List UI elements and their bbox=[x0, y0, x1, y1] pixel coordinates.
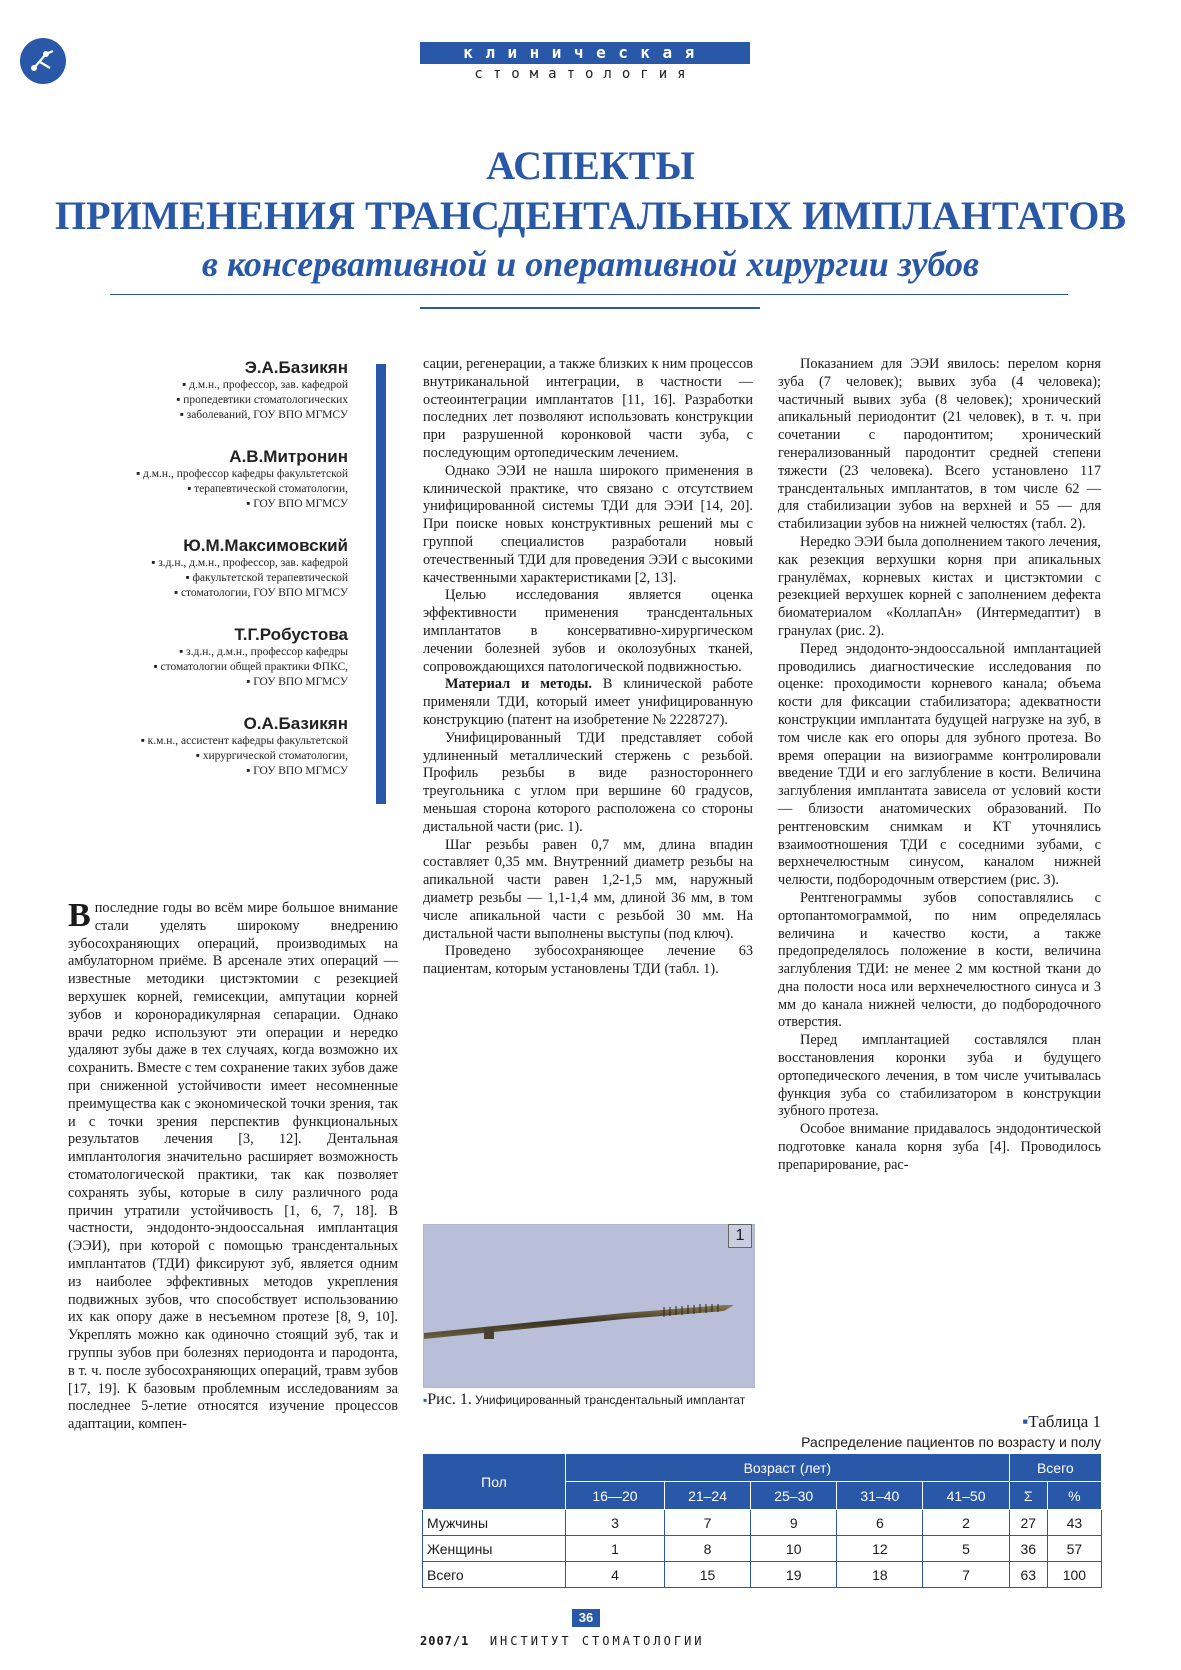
total-col: Σ bbox=[1009, 1482, 1047, 1510]
author-block bbox=[154, 625, 348, 690]
body-paragraph: Унифицированный ТДИ представляет собой удлиненный металлический стержень с резьбой. Профиль резьбы в виде разностороннего треугольника с углом при вершине 60 градусов, меньшая сторона которого расположена со стороны дистальной части (рис. 1). bbox=[423, 729, 753, 835]
header-total: Всего bbox=[1009, 1454, 1101, 1482]
author-name: А.В.Митронин bbox=[229, 447, 348, 466]
article-title-line3: в консервативной и оперативной хирургии зубов bbox=[201, 244, 980, 284]
intro-paragraph: Впоследние годы во всём мире большое внимание стали уделять широкому внедрению зубосохраняющих операций, производимых на амбулаторном приёме. В арсенале этих операций — известные методики цистэктомии с резекцией верхушек корней, гемисекции, ампутации корней зубов и коронорадикулярная сепарации. Однако врачи редко используют эти операции и нередко удаляют зубы даже в тех случаях, когда возможно их сохранить. Вместе с тем сохранение таких зубов даже при сниженной устойчивости имеет несомненные преимущества как с экономической точки зрения, так и с точки зрения перспектив функциональных результатов лечения [3, 12]. Дентальная имплантология значительно расширяет возможность стоматологической практики, так как позволяет сохранять зубы, которые в силу различного рода причин утратили устойчивость [1, 6, 7, 18]. В частности, эндодонто-эндооссальная имплантация (ЭЭИ), при которой с помощью трансдентальных имплантатов (ТДИ) фиксируют зуб, является одним из наиболее эффективных методов укрепления подвижных зубов, что способствует использованию их как опору даже в несъемном протезе [8, 9, 10]. Укреплять можно как одиночно стоящий зуб, так и группы зубов при болезнях периодонта и пародонта, в т. ч. после зубосохраняющих операций, травм зубов [17, 19]. К базовым проблемным исследованиям за последнее 5-летие относятся изучение процессов адаптации, компен- bbox=[68, 897, 398, 1433]
author-affiliation: ▪ д.м.н., профессор кафедры факультетской bbox=[136, 467, 348, 482]
column-right bbox=[778, 356, 1101, 1175]
body-paragraph: Проведено зубосохраняющее лечение 63 пациентам, которым установлены ТДИ (табл. 1). bbox=[423, 943, 753, 978]
author-affiliation: ▪ хирургической стоматологии, bbox=[141, 749, 348, 764]
header-sex: Пол bbox=[423, 1454, 566, 1510]
page-number: 36 bbox=[572, 1609, 600, 1627]
author-name: Ю.М.Максимовский bbox=[183, 536, 348, 555]
body-paragraph: Перед имплантацией составлялся план восстановления коронки зуба и будущего ортопедического лечения, в том числе учитывалась функция зуба со стабилизатором в конструкции зубного протеза. bbox=[778, 1032, 1101, 1120]
section-header-sub: стоматология bbox=[474, 66, 696, 82]
age-col: 16—20 bbox=[566, 1482, 665, 1510]
title-rule bbox=[420, 307, 760, 309]
body-paragraph: Показанием для ЭЭИ явилось: перелом корня зуба (7 человек); вывих зуба (4 человека); частичный вывих зуба (8 человек); хронический апикальный периодонтит (21 человек), в т. ч. при сочетании с пародонтитом; хронический генерализованный пародонтит средней степени тяжести (23 человека). Всего установлено 117 трансдентальных имплантатов, в том числе 62 — для стабилизации зубов на верхней и 55 — для стабилизации зубов на нижней челюстях (табл. 2). bbox=[778, 356, 1101, 533]
title-underline bbox=[110, 294, 1068, 295]
footer-line: 2007/1 ИНСТИТУТ СТОМАТОЛОГИИ bbox=[420, 1634, 705, 1648]
header-age: Возраст (лет) bbox=[566, 1454, 1010, 1482]
author-block bbox=[176, 358, 348, 423]
body-paragraph: Особое внимание придавалось эндодонтической подготовке канала корня зуба [4]. Проводилось препарирование, рас- bbox=[778, 1121, 1101, 1173]
author-name: Э.А.Базикян bbox=[244, 358, 348, 377]
author-name: О.А.Базикян bbox=[243, 714, 348, 733]
body-paragraph: Перед эндодонто-эндооссальной имплантацией проводились диагностические исследования по оценке: проходимости корневого канала; объема кости для фиксации стабилизатора; адекватности конструкции имплантата будущей нагрузке на зуб, в том числе как его опоры для зубного протеза. Во время операции на визиограмме контролировали введение ТДИ и его заглубление в кости. Величина заглубления имплантата зависела от условий кости — близости анатомических образований. По рентгеновским снимкам и КТ уточнялись взаимоотношения ТДИ с соседними зубами, с верхнечелюстным синусом, каналом нижней челюсти, подбородочным отверстием (рис. 3). bbox=[778, 640, 1101, 889]
body-paragraph: Рентгенограммы зубов сопоставлялись с ортопантомограммой, по ним определялась величина и качество кости, а также предопределялось положение в кости, величина заглубления ТДИ: не менее 2 мм костной ткани до дна полости носа или верхнечелюстного синуса и 3 мм до канала нижней челюсти, до подбородочного отверстия. bbox=[778, 889, 1101, 1031]
column-left bbox=[68, 897, 398, 1434]
author-block bbox=[136, 447, 348, 512]
implant-photo bbox=[423, 1224, 755, 1388]
body-paragraph: Нередко ЭЭИ была дополнением такого лечения, как резекция верхушки корня при апикальных гранулёмах, корневых кистах и цистэктомии с резекцией верхушек корней с заполнением дефекта биоматериалом «КоллапАн» (Интермедаптит) в гранулах (рис. 2). bbox=[778, 533, 1101, 639]
figure-number: 1 bbox=[728, 1224, 752, 1248]
article-title-line1: АСПЕКТЫ bbox=[486, 143, 695, 188]
author-affiliation: ▪ з.д.н., д.м.н., профессор кафедры bbox=[154, 645, 348, 660]
implant-illustration bbox=[424, 1225, 754, 1387]
author-affiliation: ▪ ГОУ ВПО МГМСУ bbox=[141, 764, 348, 779]
total-col: % bbox=[1047, 1482, 1101, 1510]
author-affiliation: ▪ заболеваний, ГОУ ВПО МГМСУ bbox=[176, 408, 348, 423]
author-affiliation: ▪ пропедевтики стоматологических bbox=[176, 393, 348, 408]
table-row: Женщины 1 8 10 12 5 36 57 bbox=[423, 1536, 1102, 1562]
author-affiliation: ▪ з.д.н., д.м.н., профессор, зав. кафедрой bbox=[151, 556, 348, 571]
body-paragraph: Целью исследования является оценка эффективности применения трансдентальных имплантатов в консервативно-хирургическом лечении болезней зубов и околозубных тканей, сопровождающихся патологической подвижностью. bbox=[423, 587, 753, 675]
body-paragraph: Однако ЭЭИ не нашла широкого применения в клинической практике, что связано с отсутствием унифицированной системы ТДИ для ЭЭИ [14, 20]. При поиске новых конструктивных решений мы с группой специалистов разработали новый отечественный ТДИ для проведения ЭЭИ с высокими качественными характеристиками [2, 13]. bbox=[423, 462, 753, 586]
author-affiliation: ▪ д.м.н., профессор, зав. кафедрой bbox=[176, 378, 348, 393]
age-col: 31–40 bbox=[837, 1482, 923, 1510]
author-affiliation: ▪ к.м.н., ассистент кафедры факультетской bbox=[141, 734, 348, 749]
journal-logo-icon bbox=[20, 38, 66, 84]
authors-accent-bar bbox=[376, 364, 386, 804]
author-affiliation: ▪ терапевтической стоматологии, bbox=[136, 482, 348, 497]
table-row: Всего 4 15 19 18 7 63 100 bbox=[423, 1562, 1102, 1588]
table-subtitle: Распределение пациентов по возрасту и полу bbox=[801, 1434, 1101, 1450]
author-affiliation: ▪ стоматологии общей практики ФПКС, bbox=[154, 660, 348, 675]
figure-caption: ▪Рис. 1. Унифицированный трансдентальный имплантат bbox=[423, 1391, 746, 1408]
section-header-top: клиническая bbox=[463, 43, 707, 62]
author-affiliation: ▪ стоматологии, ГОУ ВПО МГМСУ bbox=[151, 586, 348, 601]
body-paragraph: Шаг резьбы равен 0,7 мм, длина впадин составляет 0,35 мм. Внутренний диаметр резьбы на апикальной части равен 1,2-1,5 мм, наружный диаметр резьбы — 1,1-1,4 мм, длиной 36 мм, в том числе апикальной части с резьбой 30 мм. На дистальной части выполнены выступы (под ключ). bbox=[423, 836, 753, 942]
table-title: ▪Таблица 1 bbox=[1022, 1412, 1101, 1431]
author-affiliation: ▪ факультетской терапевтической bbox=[151, 571, 348, 586]
article-title-line2: ПРИМЕНЕНИЯ ТРАНСДЕНТАЛЬНЫХ ИМПЛАНТАТОВ bbox=[54, 193, 1127, 238]
author-block bbox=[141, 714, 348, 779]
author-block bbox=[151, 536, 348, 601]
author-name: Т.Г.Робустова bbox=[234, 625, 348, 644]
author-affiliation: ▪ ГОУ ВПО МГМСУ bbox=[154, 675, 348, 690]
patients-table bbox=[422, 1453, 1102, 1588]
author-affiliation: ▪ ГОУ ВПО МГМСУ bbox=[136, 497, 348, 512]
methods-paragraph: Материал и методы. В клинической работе применяли ТДИ, который имеет унифицированную конструкцию (патент на изобретение № 2228727). bbox=[423, 676, 753, 728]
age-col: 21–24 bbox=[664, 1482, 750, 1510]
drop-cap: В bbox=[68, 897, 91, 934]
age-col: 41–50 bbox=[923, 1482, 1009, 1510]
table-row: Мужчины 3 7 9 6 2 27 43 bbox=[423, 1510, 1102, 1536]
age-col: 25–30 bbox=[751, 1482, 837, 1510]
body-paragraph: сации, регенерации, а также близких к ним процессов внутриканальной интеграции, в частности — остеоинтеграции имплантатов [11, 16]. Разработки последних лет позволяют использовать конструкции при разрушенной коронковой части зуба, с последующим ортопедическим лечением. bbox=[423, 356, 753, 461]
column-middle bbox=[423, 356, 753, 979]
